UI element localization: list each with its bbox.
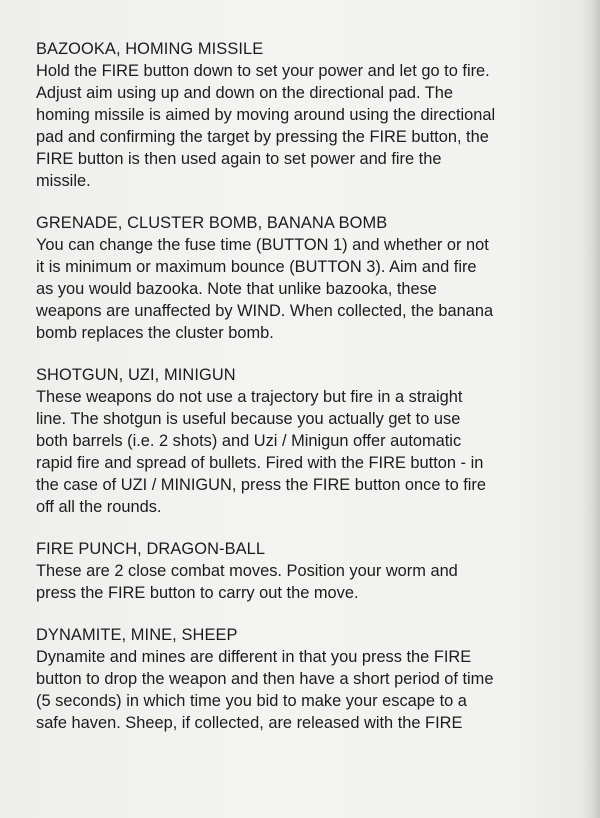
paragraph-line: press the FIRE button to carry out the move. xyxy=(36,584,359,602)
paragraph-line: bomb replaces the cluster bomb. xyxy=(36,324,274,342)
paragraph-line: (5 seconds) in which time you bid to make your escape to a xyxy=(36,692,467,710)
page-content xyxy=(36,38,576,754)
paragraph-line: rapid fire and spread of bullets. Fired with the FIRE button - in xyxy=(36,454,484,472)
paragraph-line: These weapons do not use a trajectory but fire in a straight xyxy=(36,388,463,406)
paragraph-line: FIRE button is then used again to set power and fire the xyxy=(36,150,442,168)
paragraph-line: line. The shotgun is useful because you actually get to use xyxy=(36,410,461,428)
section-title: GRENADE, CLUSTER BOMB, BANANA BOMB xyxy=(36,214,388,232)
paragraph-line: weapons are unaffected by WIND. When collected, the banana xyxy=(36,302,494,320)
section-fire-punch xyxy=(36,538,576,604)
paragraph-line: safe haven. Sheep, if collected, are released with the FIRE xyxy=(36,714,463,732)
paragraph-line: it is minimum or maximum bounce (BUTTON 3). Aim and fire xyxy=(36,258,477,276)
paragraph-line: the case of UZI / MINIGUN, press the FIRE button once to fire xyxy=(36,476,487,494)
paragraph-line: button to drop the weapon and then have a short period of time xyxy=(36,670,494,688)
paragraph-line: Dynamite and mines are different in that you press the FIRE xyxy=(36,648,472,666)
section-title: DYNAMITE, MINE, SHEEP xyxy=(36,626,238,644)
paragraph-line: You can change the fuse time (BUTTON 1) and whether or not xyxy=(36,236,489,254)
paragraph-line: missile. xyxy=(36,172,91,190)
section-title: FIRE PUNCH, DRAGON-BALL xyxy=(36,540,266,558)
paragraph-line: homing missile is aimed by moving around using the directional xyxy=(36,106,496,124)
paragraph-line: off all the rounds. xyxy=(36,498,162,516)
section-title: SHOTGUN, UZI, MINIGUN xyxy=(36,366,236,384)
paragraph-line: Adjust aim using up and down on the directional pad. The xyxy=(36,84,454,102)
paragraph-line: as you would bazooka. Note that unlike bazooka, these xyxy=(36,280,437,298)
paragraph-line: Hold the FIRE button down to set your power and let go to fire. xyxy=(36,62,490,80)
section-title: BAZOOKA, HOMING MISSILE xyxy=(36,40,264,58)
section-grenade xyxy=(36,212,576,344)
paragraph-line: pad and confirming the target by pressing the FIRE button, the xyxy=(36,128,489,146)
section-shotgun xyxy=(36,364,576,518)
section-bazooka xyxy=(36,38,576,192)
paragraph-line: These are 2 close combat moves. Position your worm and xyxy=(36,562,458,580)
section-dynamite xyxy=(36,624,576,734)
paragraph-line: both barrels (i.e. 2 shots) and Uzi / Minigun offer automatic xyxy=(36,432,462,450)
page-spine-shadow xyxy=(582,0,600,818)
